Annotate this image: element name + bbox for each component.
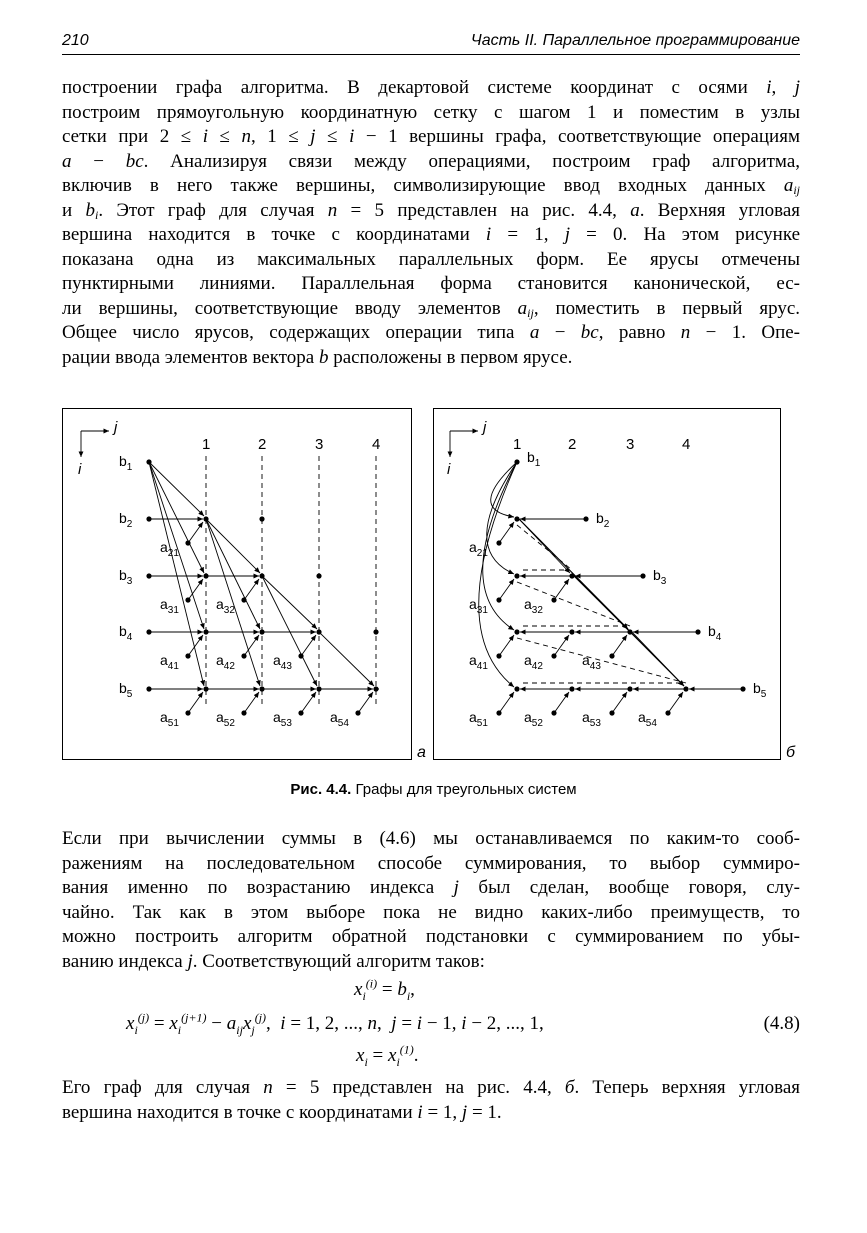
curve-edge-b1 (479, 462, 517, 687)
a-input-edge (244, 635, 259, 656)
a-input-edge (244, 692, 259, 713)
a-input-edge (499, 692, 514, 713)
label-a53: $a_{53}$ (582, 709, 601, 729)
label-a42: $a_{42}$ (216, 652, 235, 672)
column-label-3: 3 (626, 436, 635, 453)
text-line: и $b_i$. Этот граф для случая n = 5 представлен на рис. 4.4, а. Верхняя угловая (62, 199, 800, 222)
column-label-1: 1 (202, 436, 211, 453)
diag-edge (262, 576, 317, 629)
tier-dashed-line (517, 582, 630, 626)
column-label-2: 2 (258, 436, 267, 453)
label-a41: $a_{41}$ (469, 652, 488, 672)
paragraph-graph-b (62, 1076, 800, 1125)
running-header (62, 30, 800, 55)
column-label-3: 3 (315, 436, 324, 453)
a-input-edge (499, 522, 514, 543)
label-b5: $b_5$ (753, 680, 767, 700)
label-a54: $a_{54}$ (330, 709, 349, 729)
text-line: вершина находится в точке с координатами i = 1, j = 1. (62, 1101, 502, 1123)
panel-a-letter: а (417, 744, 426, 761)
a-input-edge (301, 692, 316, 713)
op-node (514, 573, 519, 578)
label-a51: $a_{51}$ (160, 709, 179, 729)
text-line: можно построить алгоритм обратной подстановки с суммированием по убы- (62, 926, 800, 947)
chapter-title: Часть II. Параллельное программирование (470, 32, 800, 49)
a-input-edge (188, 522, 203, 543)
diag-edge (632, 632, 684, 686)
figure-panel-a (62, 408, 412, 760)
label-b1: $b_1$ (527, 449, 541, 469)
label-b5: $b_5$ (119, 680, 133, 700)
text-line: пунктирными линиями. Параллельная форма становится канонической, ес- (62, 273, 800, 294)
label-a43: $a_{43}$ (582, 652, 601, 672)
label-a31: $a_{31}$ (469, 596, 488, 616)
text-line: a − bc. Анализируя связи между операциями, построим граф алгоритма, (62, 150, 800, 172)
diag-edge (149, 462, 204, 516)
label-b2: $b_2$ (119, 510, 133, 530)
label-b3: $b_3$ (119, 567, 133, 587)
a-input-edge (554, 635, 569, 656)
figure-caption (0, 781, 867, 798)
axis-j-label: j (483, 419, 487, 436)
caption-text: Графы для треугольных систем (355, 781, 577, 798)
diag-edge (206, 519, 260, 573)
label-a42: $a_{42}$ (524, 652, 543, 672)
axis-i-label: i (447, 461, 451, 478)
diag-node (373, 629, 378, 634)
text-line: Если при вычислении суммы в (4.6) мы останавливаемся по каким-то сооб- (62, 828, 800, 849)
a-input-edge (244, 579, 259, 600)
formula-4-8 (62, 976, 800, 1073)
figure-panel-b (433, 408, 781, 760)
a-input-edge (554, 579, 569, 600)
op-node (514, 686, 519, 691)
formula-line-3: $x_i = x_i^{(1)}$. (356, 1042, 419, 1069)
text-line: Общее число ярусов, содержащих операции типа a − bc, равно n − 1. Опе- (62, 322, 800, 343)
text-line: Его граф для случая n = 5 представлен на рис. 4.4, б. Теперь верхняя угловая (62, 1077, 800, 1098)
text-line: включив в него также вершины, символизирующие ввод входных данных $a_{ij}$ (62, 175, 800, 197)
a-input-edge (188, 579, 203, 600)
column-label-1: 1 (513, 436, 522, 453)
diag-node (316, 573, 321, 578)
paragraph-intro (62, 76, 800, 370)
caption-label: Рис. 4.4. (290, 781, 352, 798)
a-input-edge (499, 635, 514, 656)
text-line: сетки при 2 ≤ i ≤ n, 1 ≤ j ≤ i − 1 вершины графа, соответствующие операциям (62, 126, 800, 147)
a-input-edge (188, 692, 203, 713)
axis-i-label: i (78, 461, 82, 478)
page-number: 210 (62, 32, 89, 49)
text-line: ванию индекса j. Соответствующий алгоритм таков: (62, 950, 485, 972)
label-a31: $a_{31}$ (160, 596, 179, 616)
label-b3: $b_3$ (653, 567, 667, 587)
label-b4: $b_4$ (708, 623, 722, 643)
formula-line-2: $x_i^{(j)} = x_i^{(j+1)} - a_{ij}x_j^{(j)}$, i = 1, 2, ..., n, j = i − 1, i − 2, ..., 1, (126, 1010, 544, 1037)
a-input-edge (358, 692, 373, 713)
label-b2: $b_2$ (596, 510, 610, 530)
text-line: вания именно по возрастанию индекса j был сделан, вообще говоря, слу- (62, 877, 800, 898)
label-a21: $a_{21}$ (469, 539, 488, 559)
a-input-edge (668, 692, 683, 713)
text-line: показана одна из максимальных параллельных форм. Ее ярусы отмечены (62, 248, 800, 270)
tier-dashed-line (517, 525, 572, 570)
label-a52: $a_{52}$ (524, 709, 543, 729)
text-line: ли вершины, соответствующие вводу элементов $a_{ij}$, поместить в первый ярус. (62, 297, 801, 320)
op-node (514, 516, 519, 521)
a-input-edge (499, 579, 514, 600)
text-line: рации ввода элементов вектора b расположены в первом ярусе. (62, 346, 573, 368)
diag-edge (319, 632, 374, 686)
label-a43: $a_{43}$ (273, 652, 292, 672)
text-line: вершина находится в точке с координатами i = 1, j = 0. На этом рисунке (62, 224, 801, 245)
text-line: чайно. Так как в этом выборе пока не видно каких-либо преимуществ, то (62, 901, 800, 923)
a-input-edge (301, 635, 316, 656)
label-a21: $a_{21}$ (160, 539, 179, 559)
column-label-2: 2 (568, 436, 577, 453)
diag-edge (149, 462, 204, 629)
column-label-4: 4 (682, 436, 691, 453)
a-input-edge (554, 692, 569, 713)
label-a51: $a_{51}$ (469, 709, 488, 729)
text-line: построении графа алгоритма. В декартовой системе координат с осями i, j (62, 77, 801, 98)
label-b1: $b_1$ (119, 453, 133, 473)
label-a41: $a_{41}$ (160, 652, 179, 672)
diag-edge (149, 462, 204, 686)
paragraph-summation (62, 827, 800, 974)
label-a32: $a_{32}$ (524, 596, 543, 616)
formula-line-1: $x_i^{(i)} = b_i$, (354, 976, 415, 1003)
label-a53: $a_{53}$ (273, 709, 292, 729)
graph-b (434, 409, 780, 759)
diag-node (259, 516, 264, 521)
formula-number: (4.8) (763, 1013, 800, 1034)
label-a32: $a_{32}$ (216, 596, 235, 616)
panel-b-letter: б (786, 744, 795, 761)
label-b4: $b_4$ (119, 623, 133, 643)
axis-j-label: j (114, 419, 118, 436)
label-a52: $a_{52}$ (216, 709, 235, 729)
a-input-edge (612, 692, 627, 713)
label-a54: $a_{54}$ (638, 709, 657, 729)
graph-a (63, 409, 411, 759)
a-input-edge (612, 635, 627, 656)
text-line: построим прямоугольную координатную сетку с шагом 1 и поместим в узлы (62, 101, 800, 123)
curve-edge-b1 (487, 462, 517, 574)
text-line: ражениям на последовательном способе суммирования, то выбор суммиро- (62, 852, 800, 874)
op-node (514, 629, 519, 634)
column-label-4: 4 (372, 436, 381, 453)
